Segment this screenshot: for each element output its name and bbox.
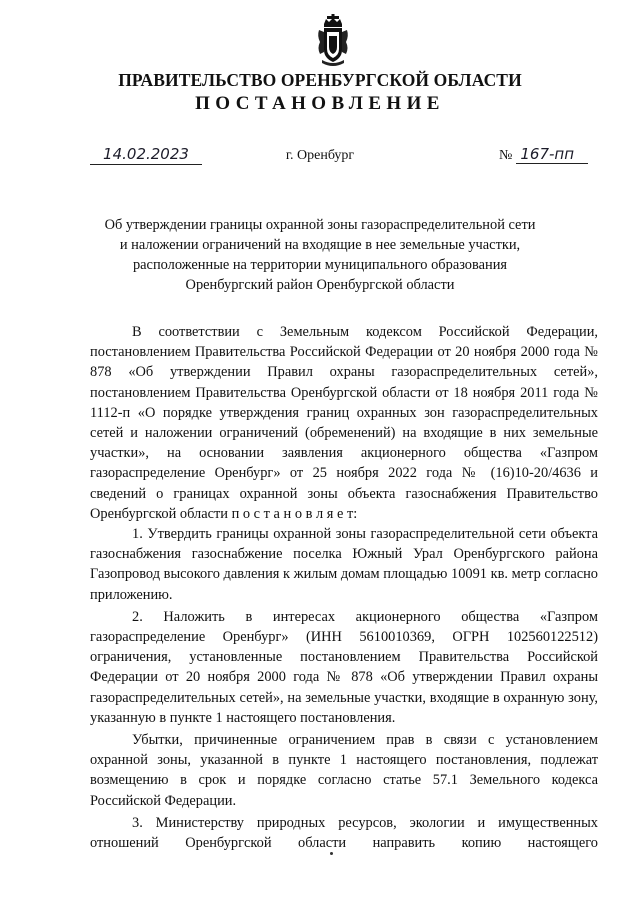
paragraph-item-2: 2. Наложить в интересах акционерного общества «Газпром газораспределение Оренбург» (ИНН 5610010369, ОГРН 102560122512) ограничения, установленные постановлением Правительства Российской Федерации от 20 ноября 2000 года № 878 «Об утверждении Правил охраны газораспределительных сетей», на земельные участки, входящие в охранную зону, указанную в пункте 1 настоящего постановления.: [90, 608, 598, 726]
document-body: [90, 322, 598, 853]
paragraph-preamble: В соответствии с Земельным кодексом Российской Федерации, постановлением Правительства Российской Федерации от 20 ноября 2000 года № 878 «Об утверждении Правил охраны газораспределительных сетей», постановлением Правительства Оренбургской области от 18 ноября 2011 года № 1112-п «О порядке утверждения границ охранных зон газораспределительных сетей и наложении ограничений (обременений) на входящие в них земельные участки», на основании заявления акционерного общества «Газпром газораспределение Оренбург» от 25 ноября 2022 года № (16)10-20/4636 и сведений о границах охранной зоны объекта газоснабжения Правительство Оренбургской области п о с т а н о в л я е т:: [90, 324, 598, 522]
document-subject: Об утверждении границы охранной зоны газораспределительной сети и наложении ограничений на входящие в нее земельные участки, расположенные на территории муниципального образования Оренбургский район Оренбургской области: [104, 217, 536, 293]
number-value: 167-пп: [516, 145, 588, 164]
page-mark: [330, 852, 333, 855]
document-type: ПОСТАНОВЛЕНИЕ: [195, 93, 445, 114]
paragraph-item-3: 3. Министерству природных ресурсов, экологии и имущественных отношений Оренбургской области направить копию настоящего: [90, 814, 598, 852]
document-date: 14.02.2023: [90, 145, 202, 165]
document-city: г. Оренбург: [285, 148, 355, 163]
paragraph-losses: Убытки, причиненные ограничением прав в связи с установлением охранной зоны, указанной в пункте 1 настоящего постановления, подлежат возмещению в срок и порядке согласно статье 57.1 Земельного кодекса Российской Федерации.: [90, 732, 598, 809]
paragraph-item-1: 1. Утвердить границы охранной зоны газораспределительной сети объекта газоснабжения газоснабжение поселка Южный Урал Оренбургского района Газопровод высокого давления к жилым домам площадью 10091 кв. метр согласно приложению.: [90, 526, 598, 603]
government-title: ПРАВИТЕЛЬСТВО ОРЕНБУРГСКОЙ ОБЛАСТИ: [118, 70, 522, 90]
number-sign: №: [499, 148, 513, 163]
coat-of-arms-icon: [316, 14, 350, 66]
document-number: [499, 145, 588, 165]
